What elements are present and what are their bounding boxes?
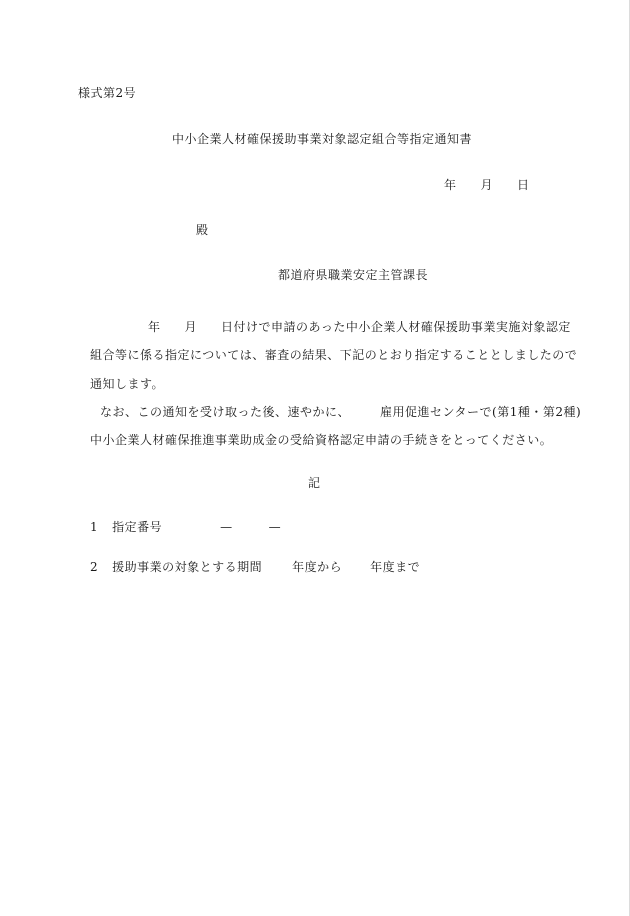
item-2-from: 年度から xyxy=(292,560,343,574)
body-line-4 xyxy=(100,405,581,419)
document-title: 中小企業人材確保援助事業対象認定組合等指定通知書 xyxy=(172,132,473,146)
body-year: 年 xyxy=(148,320,161,334)
item-1 xyxy=(90,520,281,534)
body-line-1-text: 日付けで申請のあった中小企業人材確保援助事業実施対象認定 xyxy=(221,320,571,334)
body-line-4-b: 雇用促進センターで(第1種・第2種) xyxy=(380,405,582,419)
sender: 都道府県職業安定主管課長 xyxy=(278,268,429,282)
date-month: 月 xyxy=(480,178,494,192)
body-line-2: 組合等に係る指定については、審査の結果、下記のとおり指定することとしましたので xyxy=(90,348,578,362)
item-2 xyxy=(90,560,420,574)
item-1-dash-1: — xyxy=(220,520,233,534)
item-2-number: 2 xyxy=(90,560,99,574)
item-1-number: 1 xyxy=(90,520,99,534)
ki-heading: 記 xyxy=(308,476,321,490)
body-line-4-a: なお、この通知を受け取った後、速やかに、 xyxy=(100,405,351,419)
body-month: 月 xyxy=(184,320,198,334)
item-1-dash-2: — xyxy=(268,520,282,534)
date-line xyxy=(444,178,530,192)
item-2-label: 援助事業の対象とする期間 xyxy=(112,560,263,574)
date-day: 日 xyxy=(517,178,530,192)
form-number: 様式第2号 xyxy=(78,86,137,100)
item-1-label: 指定番号 xyxy=(112,520,163,534)
body-line-5: 中小企業人材確保推進事業助成金の受給資格認定申請の手続きをとってください。 xyxy=(90,433,553,447)
body-line-3: 通知します。 xyxy=(90,377,165,391)
date-year: 年 xyxy=(444,178,457,192)
addressee-suffix: 殿 xyxy=(196,223,209,237)
body-line-1 xyxy=(148,320,571,334)
item-2-to: 年度まで xyxy=(370,560,421,574)
